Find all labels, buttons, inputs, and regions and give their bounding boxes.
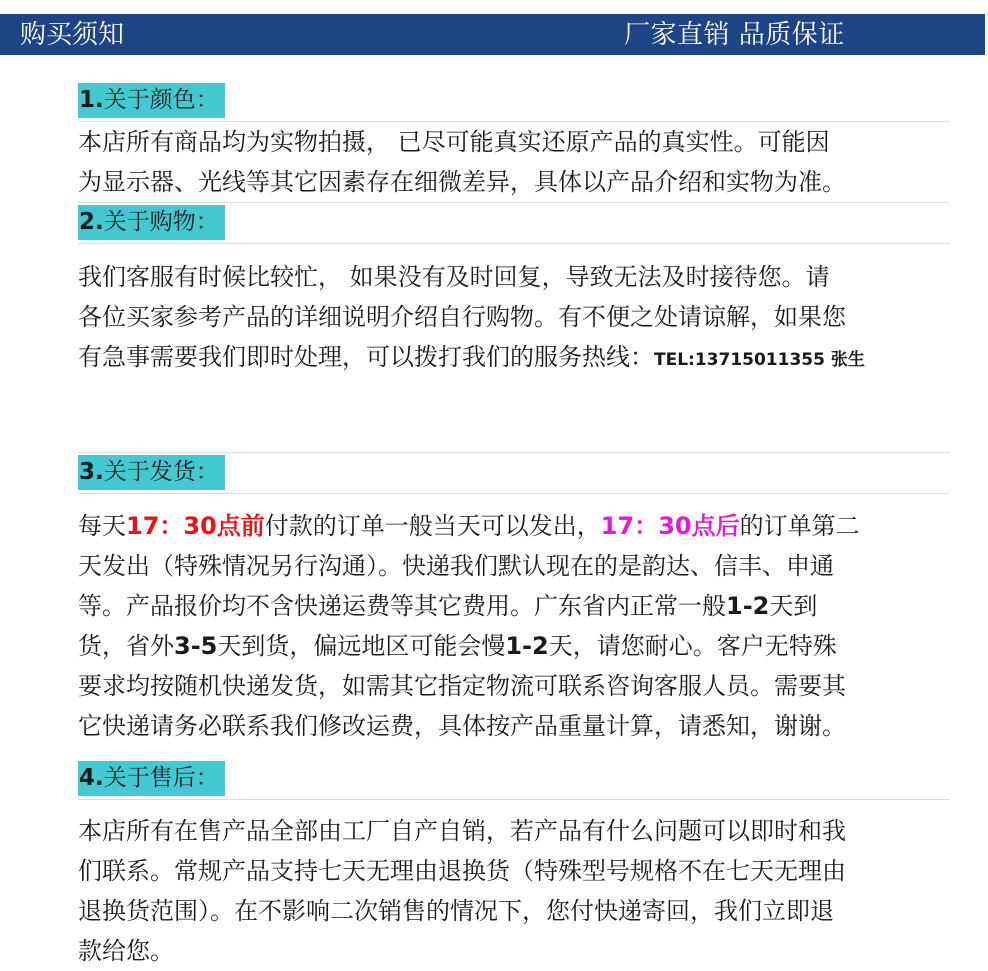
section-body-shopping	[78, 257, 978, 380]
banner-slogan: 厂家直销 品质保证	[624, 20, 845, 50]
header-banner	[0, 14, 985, 55]
section-title: 关于发货：	[103, 459, 219, 485]
text-line: 天发出（特殊情况另行沟通）。快递我们默认现在的是韵达、信丰、申通	[78, 552, 834, 580]
text-line: 它快递请务必联系我们修改运费，具体按产品重量计算，请悉知，谢谢。	[78, 712, 846, 740]
text-line: 本店所有商品均为实物拍摄， 已尽可能真实还原产品的真实性。可能因	[78, 128, 830, 156]
section-heading-shopping	[78, 205, 225, 240]
section-number: 3.	[79, 459, 104, 485]
section-heading-shipping	[78, 455, 225, 490]
text-line: 有急事需要我们即时处理，可以拨打我们的服务热线：TEL:13715011355 张生	[78, 343, 865, 371]
section-heading-color	[78, 83, 225, 118]
text-line: 货，省外3-5天到货，偏远地区可能会慢1-2天，请您耐心。客户无特殊	[78, 632, 837, 660]
section-heading-aftersales	[78, 761, 225, 796]
service-hotline: TEL:13715011355 张生	[654, 350, 865, 370]
text-line: 退换货范围）。在不影响二次销售的情况下，您付快递寄回，我们立即退	[78, 897, 834, 925]
text-line: 每天17：30点前付款的订单一般当天可以发出，17：30点后的订单第二	[78, 511, 860, 540]
section-title: 关于售后：	[103, 765, 219, 791]
text-line: 各位买家参考产品的详细说明介绍自行购物。有不便之处请谅解，如果您	[78, 303, 846, 331]
section-body-shipping	[78, 506, 978, 746]
text-line: 等。产品报价均不含快递运费等其它费用。广东省内正常一般1-2天到	[78, 592, 818, 620]
text-line: 为显示器、光线等其它因素存在细微差异，具体以产品介绍和实物为准。	[78, 168, 846, 196]
section-body-color	[78, 122, 978, 202]
cutoff-time: 17：30	[126, 512, 217, 540]
text-line: 本店所有在售产品全部由工厂自产自销，若产品有什么问题可以即时和我	[78, 817, 846, 845]
text-line: 们联系。常规产品支持七天无理由退换货（特殊型号规格不在七天无理由	[78, 857, 846, 885]
section-body-aftersales	[78, 811, 978, 971]
cutoff-time: 17：30	[600, 512, 692, 540]
divider	[78, 493, 950, 494]
section-number: 1.	[79, 87, 104, 113]
section-number: 4.	[79, 765, 104, 791]
divider	[78, 243, 950, 244]
section-title: 关于颜色：	[103, 87, 219, 113]
section-title: 关于购物：	[103, 209, 219, 235]
section-number: 2.	[79, 209, 104, 235]
text-line: 要求均按随机快递发货，如需其它指定物流可联系咨询客服人员。需要其	[78, 672, 846, 700]
divider	[78, 452, 950, 453]
divider	[78, 799, 950, 800]
text-line: 款给您。	[78, 937, 174, 965]
text-line: 我们客服有时候比较忙， 如果没有及时回复，导致无法及时接待您。请	[78, 263, 830, 291]
banner-title: 购买须知	[20, 20, 125, 50]
divider	[78, 202, 950, 203]
